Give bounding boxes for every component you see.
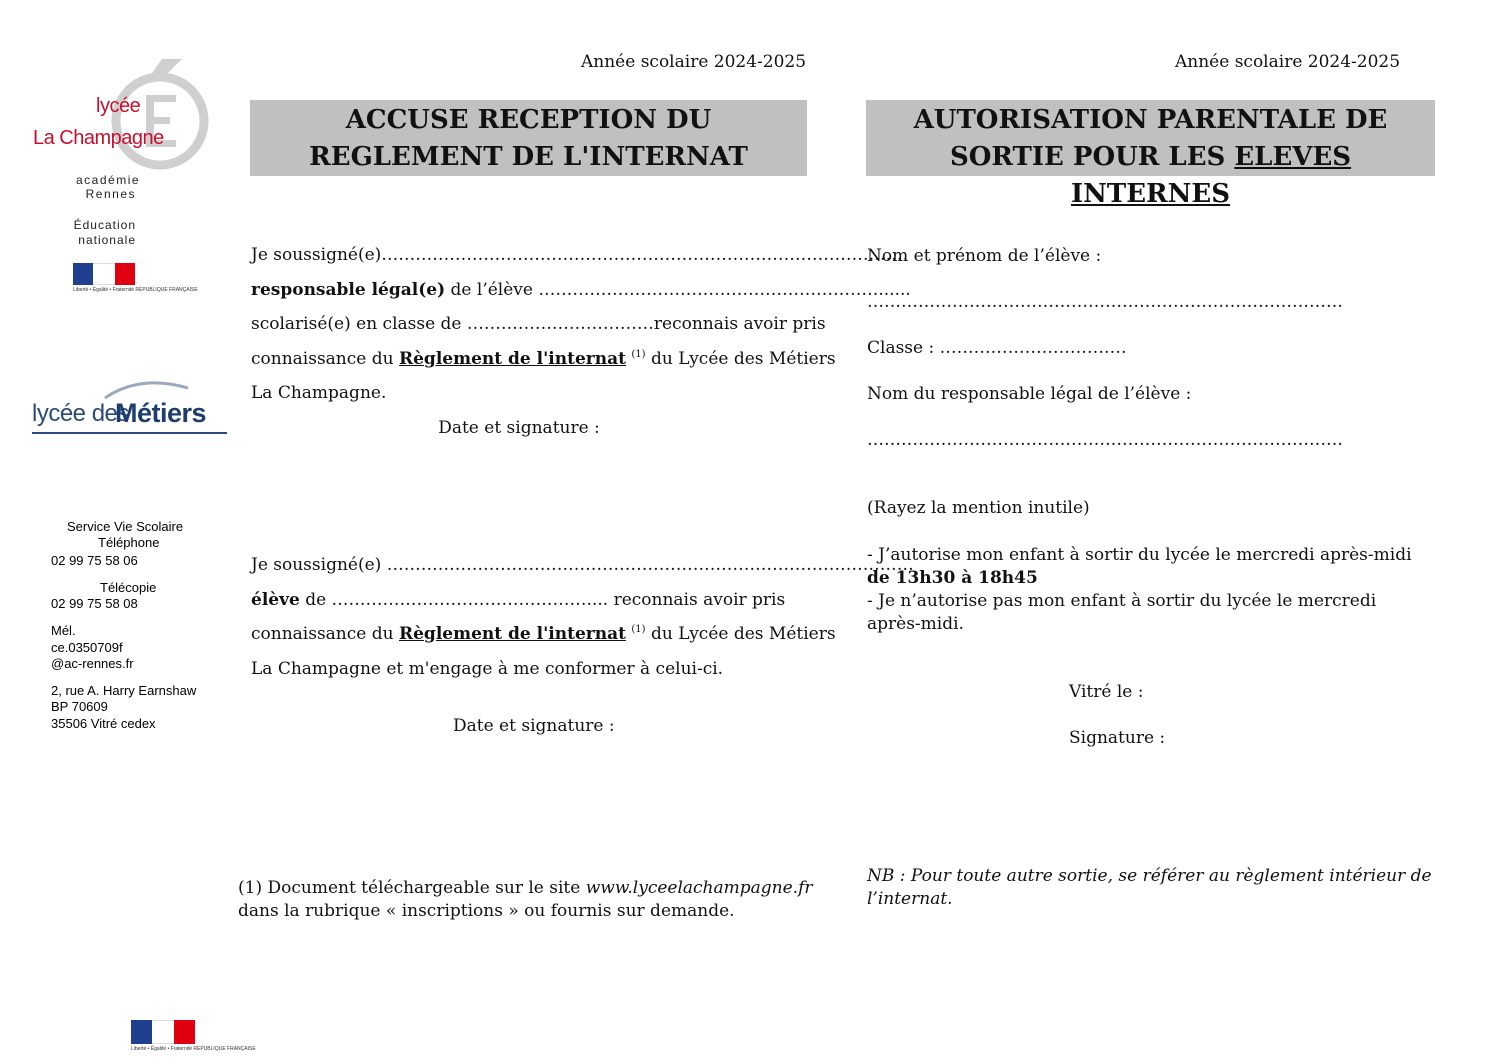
parent-class-field: scolarisé(e) en classe de …………………………… — [251, 314, 654, 334]
contact-telephone-label: Téléphone — [98, 535, 160, 550]
authorization-options: - J’autorise mon enfant à sortir du lycée le mercredi après-midi de 13h30 à 18h45 - Je n’autorise pas mon enfant à sortir du lycée le mercredi après-midi. — [867, 545, 1412, 634]
guardian-name-label: Nom du responsable légal de l’élève : — [867, 384, 1192, 404]
flag-caption: Liberté • Égalité • Fraternité RÉPUBLIQUE FRANÇAISE — [73, 287, 198, 293]
student-date-signature: Date et signature : — [453, 716, 615, 736]
right-title-banner — [866, 100, 1435, 209]
parent-date-signature: Date et signature : — [438, 417, 600, 438]
student-origin-field: de ……………………………………….... reconnais avoir pris — [299, 589, 786, 610]
guardian-name-input: ………………………………………………………………………… — [867, 430, 1343, 450]
contact-mel-2: @ac-rennes.fr — [51, 656, 134, 671]
left-title-line-2: REGLEMENT DE L'INTERNAT — [309, 142, 748, 172]
right-school-year: Année scolaire 2024-2025 — [1175, 52, 1401, 72]
parent-student-name-field: de l’élève ……………………………………………………...... — [445, 279, 911, 300]
vitre-date-label: Vitré le : — [1069, 682, 1144, 702]
right-title-line-2: SORTIE POUR LES ELEVES INTERNES — [949, 142, 1352, 209]
lycee-la-champagne-logo — [30, 55, 210, 247]
metiers-logo-part2: Métiers — [115, 398, 207, 428]
contact-telecopie: 02 99 75 58 08 — [51, 596, 138, 611]
contact-service: Service Vie Scolaire — [67, 519, 184, 534]
strike-instruction: (Rayez la mention inutile) — [867, 498, 1090, 518]
left-title-banner — [250, 100, 807, 176]
logo-line-2: La Champagne — [33, 127, 164, 149]
website-link: www.lyceelachampagne.fr — [585, 878, 813, 898]
metiers-logo-part1: lycée des — [32, 400, 129, 427]
option-authorize: - J’autorise mon enfant à sortir du lycée le mercredi après-midi — [867, 545, 1412, 565]
contact-address-3: 35506 Vitré cedex — [51, 716, 156, 731]
lycee-des-metiers-logo — [30, 378, 205, 438]
student-name-field: ………………………………………………………………………………… — [386, 555, 914, 575]
contact-mel-1: ce.0350709f — [51, 640, 123, 655]
class-field: Classe : …………………………… — [867, 338, 1127, 358]
footnote: (1) Document téléchargeable sur le site www.lyceelachampagne.fr dans la rubrique « inscriptions » ou fournis sur demande. — [238, 878, 813, 921]
reglement-link-1: Règlement de l'internat — [398, 348, 626, 369]
flag-caption-bottom: Liberté • Égalité • Fraternité RÉPUBLIQUE FRANÇAISE — [131, 1046, 256, 1052]
left-title-line-1: ACCUSE RECEPTION DU — [345, 105, 712, 135]
swoosh-icon — [100, 378, 190, 400]
student-name-input: ………………………………………………………………………… — [867, 292, 1343, 312]
logo-line-1: lycée — [96, 95, 141, 117]
contact-address-2: BP 70609 — [51, 699, 108, 714]
education-nationale-label: Éducation nationale — [73, 218, 136, 247]
option-not-authorize: - Je n’autorise pas mon enfant à sortir du lycée le mercredi — [867, 591, 1377, 611]
parent-acknowledgement-block: Je soussigné(e)………………………………………………………………………………… responsable légal(e) de l’élève ……………………………………………………...... scolarisé(e) en classe de …………………………… reconnais avoir pris connaissance du Règlement de l'internat $^{(1)}$ du Lycée des Métiers La Champagne. Date et signature : — [251, 238, 807, 445]
student-name-label: Nom et prénom de l’élève : — [867, 246, 1102, 266]
academie-label: académie Rennes — [76, 173, 141, 201]
parent-name-field: ………………………………………………………………………………… — [381, 245, 909, 265]
right-title-line-1: AUTORISATION PARENTALE DE — [913, 105, 1388, 135]
contact-telecopie-label: Télécopie — [100, 580, 157, 595]
reglement-link-2: Règlement de l'internat — [398, 624, 626, 644]
contact-telephone: 02 99 75 58 06 — [51, 553, 138, 568]
nb-note: NB : Pour toute autre sortie, se référer au règlement intérieur de l’internat. — [867, 866, 1432, 909]
signature-label: Signature : — [1069, 728, 1166, 748]
contact-address-1: 2, rue A. Harry Earnshaw — [51, 683, 197, 698]
marianne-flag-bottom-icon — [131, 1020, 195, 1044]
left-school-year: Année scolaire 2024-2025 — [581, 52, 807, 72]
option-authorize-hours: de 13h30 à 18h45 — [867, 568, 1038, 588]
marianne-flag-icon — [73, 263, 135, 285]
contact-mel-label: Mél. — [51, 623, 76, 638]
student-acknowledgement-block: Je soussigné(e) ………………………………………………………………………………… élève de ……………………………………….... reconnais avoir pris connaissance du Règlement de l'internat $^{(1)}$ du Lycée des Métiers La Champagne et m'engage à me conformer à celui-ci. — [251, 555, 914, 679]
